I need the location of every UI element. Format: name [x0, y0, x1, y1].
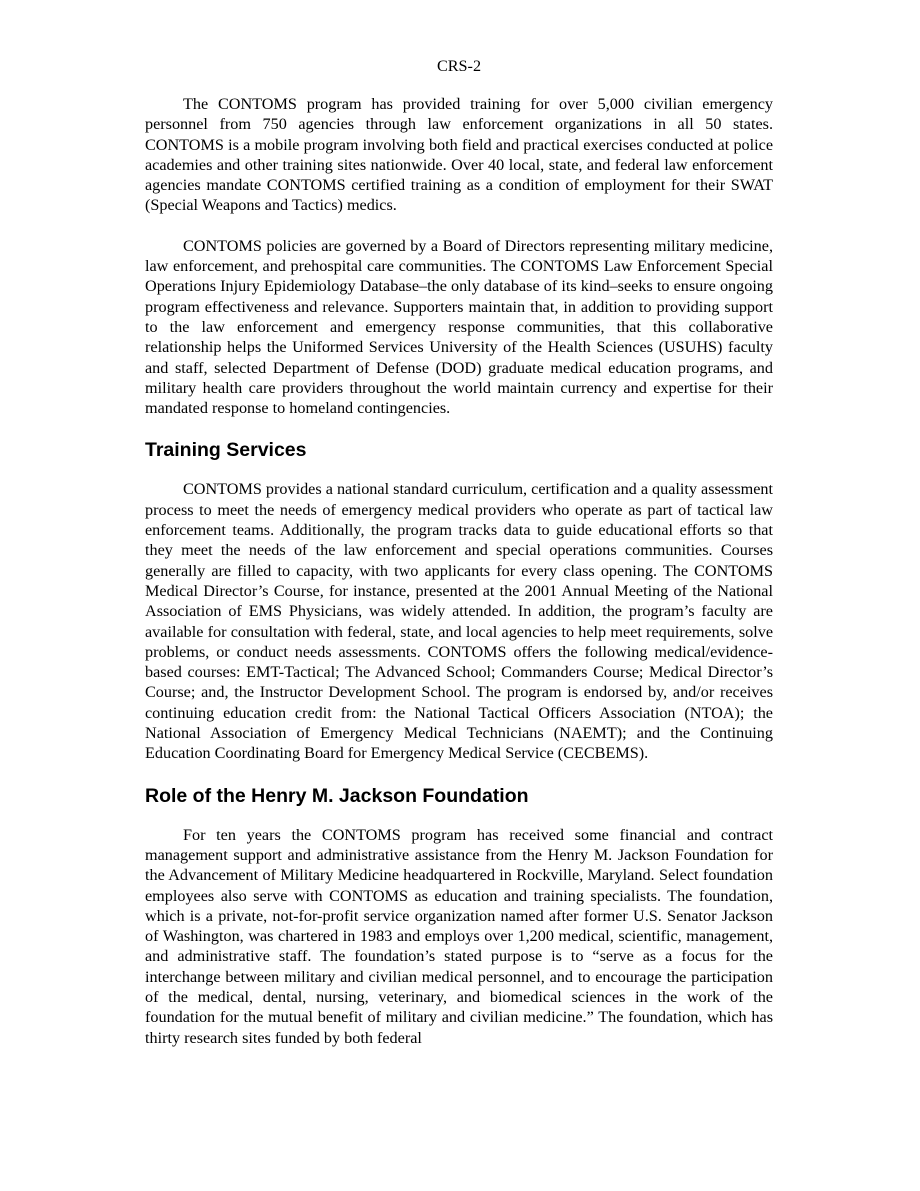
intro-paragraph-governance: CONTOMS policies are governed by a Board of Directors representing military medicine, law enforcement, and prehospital care communities. The CONTOMS Law Enforcement Special Operations Injury Epidemiology Database–the only database of its kind–seeks to ensure ongoing program effectiveness and relevance. Supporters maintain that, in addition to providing support to the law enforcement and emergency response communities, that this collaborative relationship helps the Uniformed Services University of the Health Sciences (USUHS) faculty and staff, selected Department of Defense (DOD) graduate medical education programs, and military health care providers throughout the world maintain currency and expertise for their mandated response to homeland contingencies.	[145, 236, 773, 418]
section-heading-jackson-foundation: Role of the Henry M. Jackson Foundation	[145, 784, 529, 807]
jackson-foundation-paragraph: For ten years the CONTOMS program has received some financial and contract management support and administrative assistance from the Henry M. Jackson Foundation for the Advancement of Military Medicine headquartered in Rockville, Maryland. Select foundation employees also serve with CONTOMS as education and training specialists. The foundation, which is a private, not-for-profit service organization named after former U.S. Senator Jackson of Washington, was chartered in 1983 and employs over 1,200 medical, scientific, management, and administrative staff. The foundation’s stated purpose is to “serve as a focus for the interchange between military and civilian medical personnel, and to encourage the participation of the medical, dental, nursing, veterinary, and biomedical sciences in the work of the foundation for the mutual benefit of military and civilian medicine.” The foundation, which has thirty research sites funded by both federal	[145, 825, 773, 1047]
training-services-paragraph: CONTOMS provides a national standard curriculum, certification and a quality assessment process to meet the needs of emergency medical providers who operate as part of tactical law enforcement teams. Additionally, the program tracks data to guide educational efforts so that they meet the needs of the law enforcement and special operations communities. Courses generally are filled to capacity, with two applicants for every class opening. The CONTOMS Medical Director’s Course, for instance, presented at the 2001 Annual Meeting of the National Association of EMS Physicians, was widely attended. In addition, the program’s faculty are available for consultation with federal, state, and local agencies to help meet requirements, solve problems, or conduct needs assessments. CONTOMS offers the following medical/evidence-based courses: EMT-Tactical; The Advanced School; Commanders Course; Medical Director’s Course; and, the Instructor Development School. The program is endorsed by, and/or receives continuing education credit from: the National Tactical Officers Association (NTOA); the National Association of Emergency Medical Technicians (NAEMT); and the Continuing Education Coordinating Board for Emergency Medical Service (CECBEMS).	[145, 480, 773, 763]
page-number-header: CRS-2	[436, 57, 482, 75]
section-heading-training-services: Training Services	[145, 439, 307, 462]
intro-paragraph-program-reach: The CONTOMS program has provided training for over 5,000 civilian emergency personnel from 750 agencies through law enforcement organizations in all 50 states. CONTOMS is a mobile program involving both field and practical exercises conducted at police academies and other training sites nationwide. Over 40 local, state, and federal law enforcement agencies mandate CONTOMS certified training as a condition of employment for their SWAT (Special Weapons and Tactics) medics.	[145, 95, 773, 215]
document-page	[145, 0, 773, 1068]
